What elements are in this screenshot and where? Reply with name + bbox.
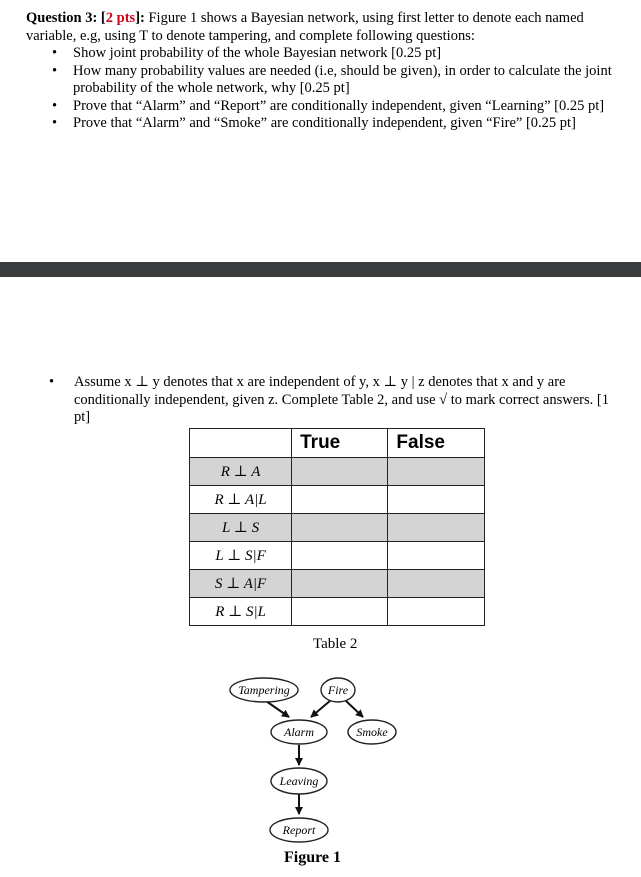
node-leaving	[271, 768, 327, 794]
node-smoke	[348, 720, 396, 744]
bullet-dot: •	[52, 45, 58, 61]
bullet-dot: •	[52, 62, 58, 79]
points-value: 2 pts	[105, 10, 136, 26]
true-answer-cell[interactable]	[292, 570, 388, 598]
figure-caption: Figure 1	[284, 849, 342, 866]
node-label: Report	[282, 823, 316, 837]
header-blank-cell	[190, 429, 292, 458]
question-bullet	[26, 45, 626, 63]
header-false: False	[388, 429, 485, 458]
question-bullet	[26, 115, 626, 133]
bullet-text: Show joint probability of the whole Bayesian network [0.25 pt]	[73, 45, 442, 61]
node-label: Tampering	[238, 683, 290, 697]
true-answer-cell[interactable]	[292, 542, 388, 570]
table-caption: Table 2	[313, 636, 358, 652]
false-answer-cell[interactable]	[388, 542, 485, 570]
row-label: R ⊥ A	[190, 458, 292, 486]
edge-fire-alarm	[311, 700, 331, 717]
edge-fire-smoke	[346, 701, 363, 717]
header-true: True	[292, 429, 388, 458]
row-label: R ⊥ S|L	[190, 598, 292, 626]
question-bullet-list	[26, 45, 626, 133]
table-header-row	[190, 429, 485, 458]
node-report	[270, 818, 328, 842]
node-label: Leaving	[279, 774, 319, 788]
table-row	[190, 570, 485, 598]
node-fire	[321, 678, 355, 702]
table-row	[190, 458, 485, 486]
points-close: ]:	[135, 10, 145, 26]
points-open: [	[97, 10, 106, 26]
bayesian-network-figure	[0, 670, 641, 877]
row-label: S ⊥ A|F	[190, 570, 292, 598]
table-instruction	[49, 374, 613, 427]
bullet-dot: •	[52, 115, 58, 131]
row-label: L ⊥ S	[190, 514, 292, 542]
true-answer-cell[interactable]	[292, 514, 388, 542]
question-bullet	[26, 98, 626, 116]
table-instruction-text: Assume x ⊥ y denotes that x are independent of y, x ⊥ y | z denotes that x and y are conditionally independent, given z. Complete Table 2, and use √ to mark correct answers. [1 pt]	[74, 374, 609, 425]
false-answer-cell[interactable]	[388, 598, 485, 626]
row-label: R ⊥ A|L	[190, 486, 292, 514]
false-answer-cell[interactable]	[388, 570, 485, 598]
bullet-text: Prove that “Alarm” and “Report” are conditionally independent, given “Learning” [0.25 pt]	[73, 97, 605, 114]
table-row	[190, 542, 485, 570]
question-block	[26, 10, 626, 133]
true-answer-cell[interactable]	[292, 598, 388, 626]
page-divider-bar	[0, 262, 641, 277]
question-bullet	[26, 63, 626, 98]
node-label: Alarm	[284, 725, 314, 739]
node-alarm	[271, 720, 327, 744]
bullet-text: Prove that “Alarm” and “Smoke” are conditionally independent, given “Fire” [0.25 pt]	[73, 115, 576, 131]
table-row	[190, 486, 485, 514]
table-2	[189, 428, 485, 626]
table-row	[190, 514, 485, 542]
table-row	[190, 598, 485, 626]
false-answer-cell[interactable]	[388, 458, 485, 486]
true-answer-cell[interactable]	[292, 486, 388, 514]
node-label: Smoke	[356, 725, 388, 739]
true-answer-cell[interactable]	[292, 458, 388, 486]
bullet-text: How many probability values are needed (i.e, should be given), in order to calculate the joint probability of the whole network, why [0.25 pt]	[73, 62, 612, 96]
node-tampering	[230, 678, 298, 702]
false-answer-cell[interactable]	[388, 514, 485, 542]
node-label: Fire	[327, 683, 349, 697]
false-answer-cell[interactable]	[388, 486, 485, 514]
bullet-dot: •	[49, 374, 55, 390]
bullet-dot: •	[52, 97, 58, 114]
edge-tampering-alarm	[266, 701, 289, 717]
question-intro-text: Figure 1 shows a Bayesian network, using first letter to denote each named variable, e.g, using T to denote tampering, and complete following questions:	[26, 10, 584, 44]
question-intro	[26, 10, 626, 45]
row-label: L ⊥ S|F	[190, 542, 292, 570]
question-label: Question 3:	[26, 10, 98, 26]
page-top-section	[0, 0, 641, 262]
